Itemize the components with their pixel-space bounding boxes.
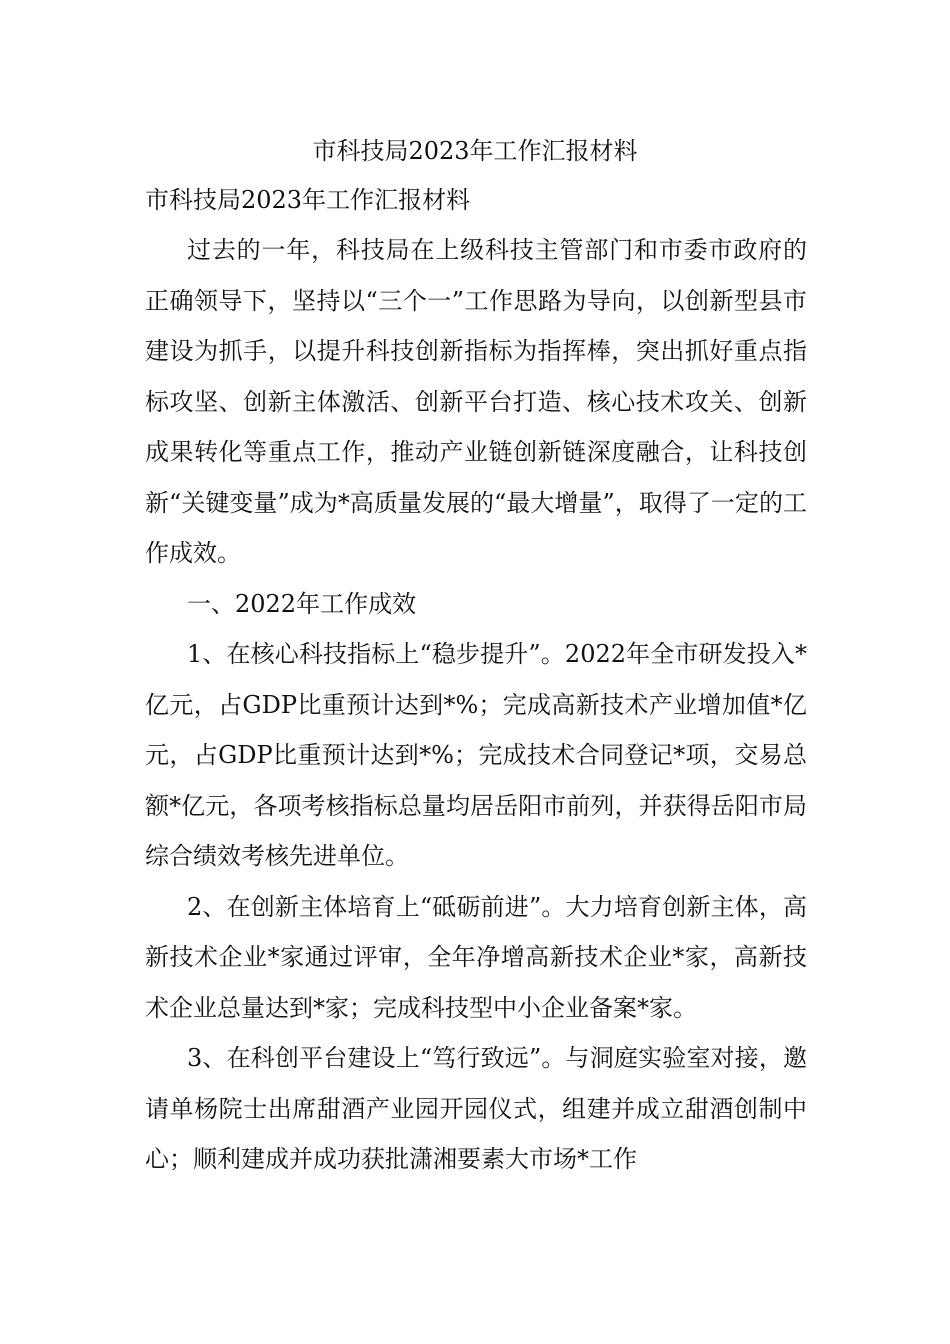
document-title: 市科技局2023年工作汇报材料 (312, 137, 638, 165)
paragraph-item-1: 1、在核心科技指标上“稳步提升”。2022年全市研发投入*亿元，占GDP比重预计达到*%；完成高新技术产业增加值*亿元，占GDP比重预计达到*%；完成技术合同登记*项，交易总额*亿元，各项考核指标总量均居岳阳市前列，并获得岳阳市局综合绩效考核先进单位。 (145, 640, 807, 870)
document-body (145, 225, 807, 1185)
paragraph-intro: 过去的一年，科技局在上级科技主管部门和市委市政府的正确领导下，坚持以“三个一”工作思路为导向，以创新型县市建设为抓手，以提升科技创新指标为指挥棒，突出抓好重点指标攻坚、创新主体激活、创新平台打造、核心技术攻关、创新成果转化等重点工作，推动产业链创新链深度融合，让科技创新“关键变量”成为*高质量发展的“最大增量”，取得了一定的工作成效。 (145, 236, 807, 567)
paragraph-item-2: 2、在创新主体培育上“砥砺前进”。大力培育创新主体，高新技术企业*家通过评审，全年净增高新技术企业*家，高新技术企业总量达到*家；完成科技型中小企业备案*家。 (145, 892, 807, 1022)
document-subtitle: 市科技局2023年工作汇报材料 (145, 186, 471, 214)
section-heading: 一、2022年工作成效 (187, 589, 417, 618)
paragraph-item-3: 3、在科创平台建设上“笃行致远”。与洞庭实验室对接，邀请单杨院士出席甜酒产业园开园仪式，组建并成立甜酒创制中心；顺利建成并成功获批潇湘要素大市场*工作 (145, 1044, 807, 1173)
